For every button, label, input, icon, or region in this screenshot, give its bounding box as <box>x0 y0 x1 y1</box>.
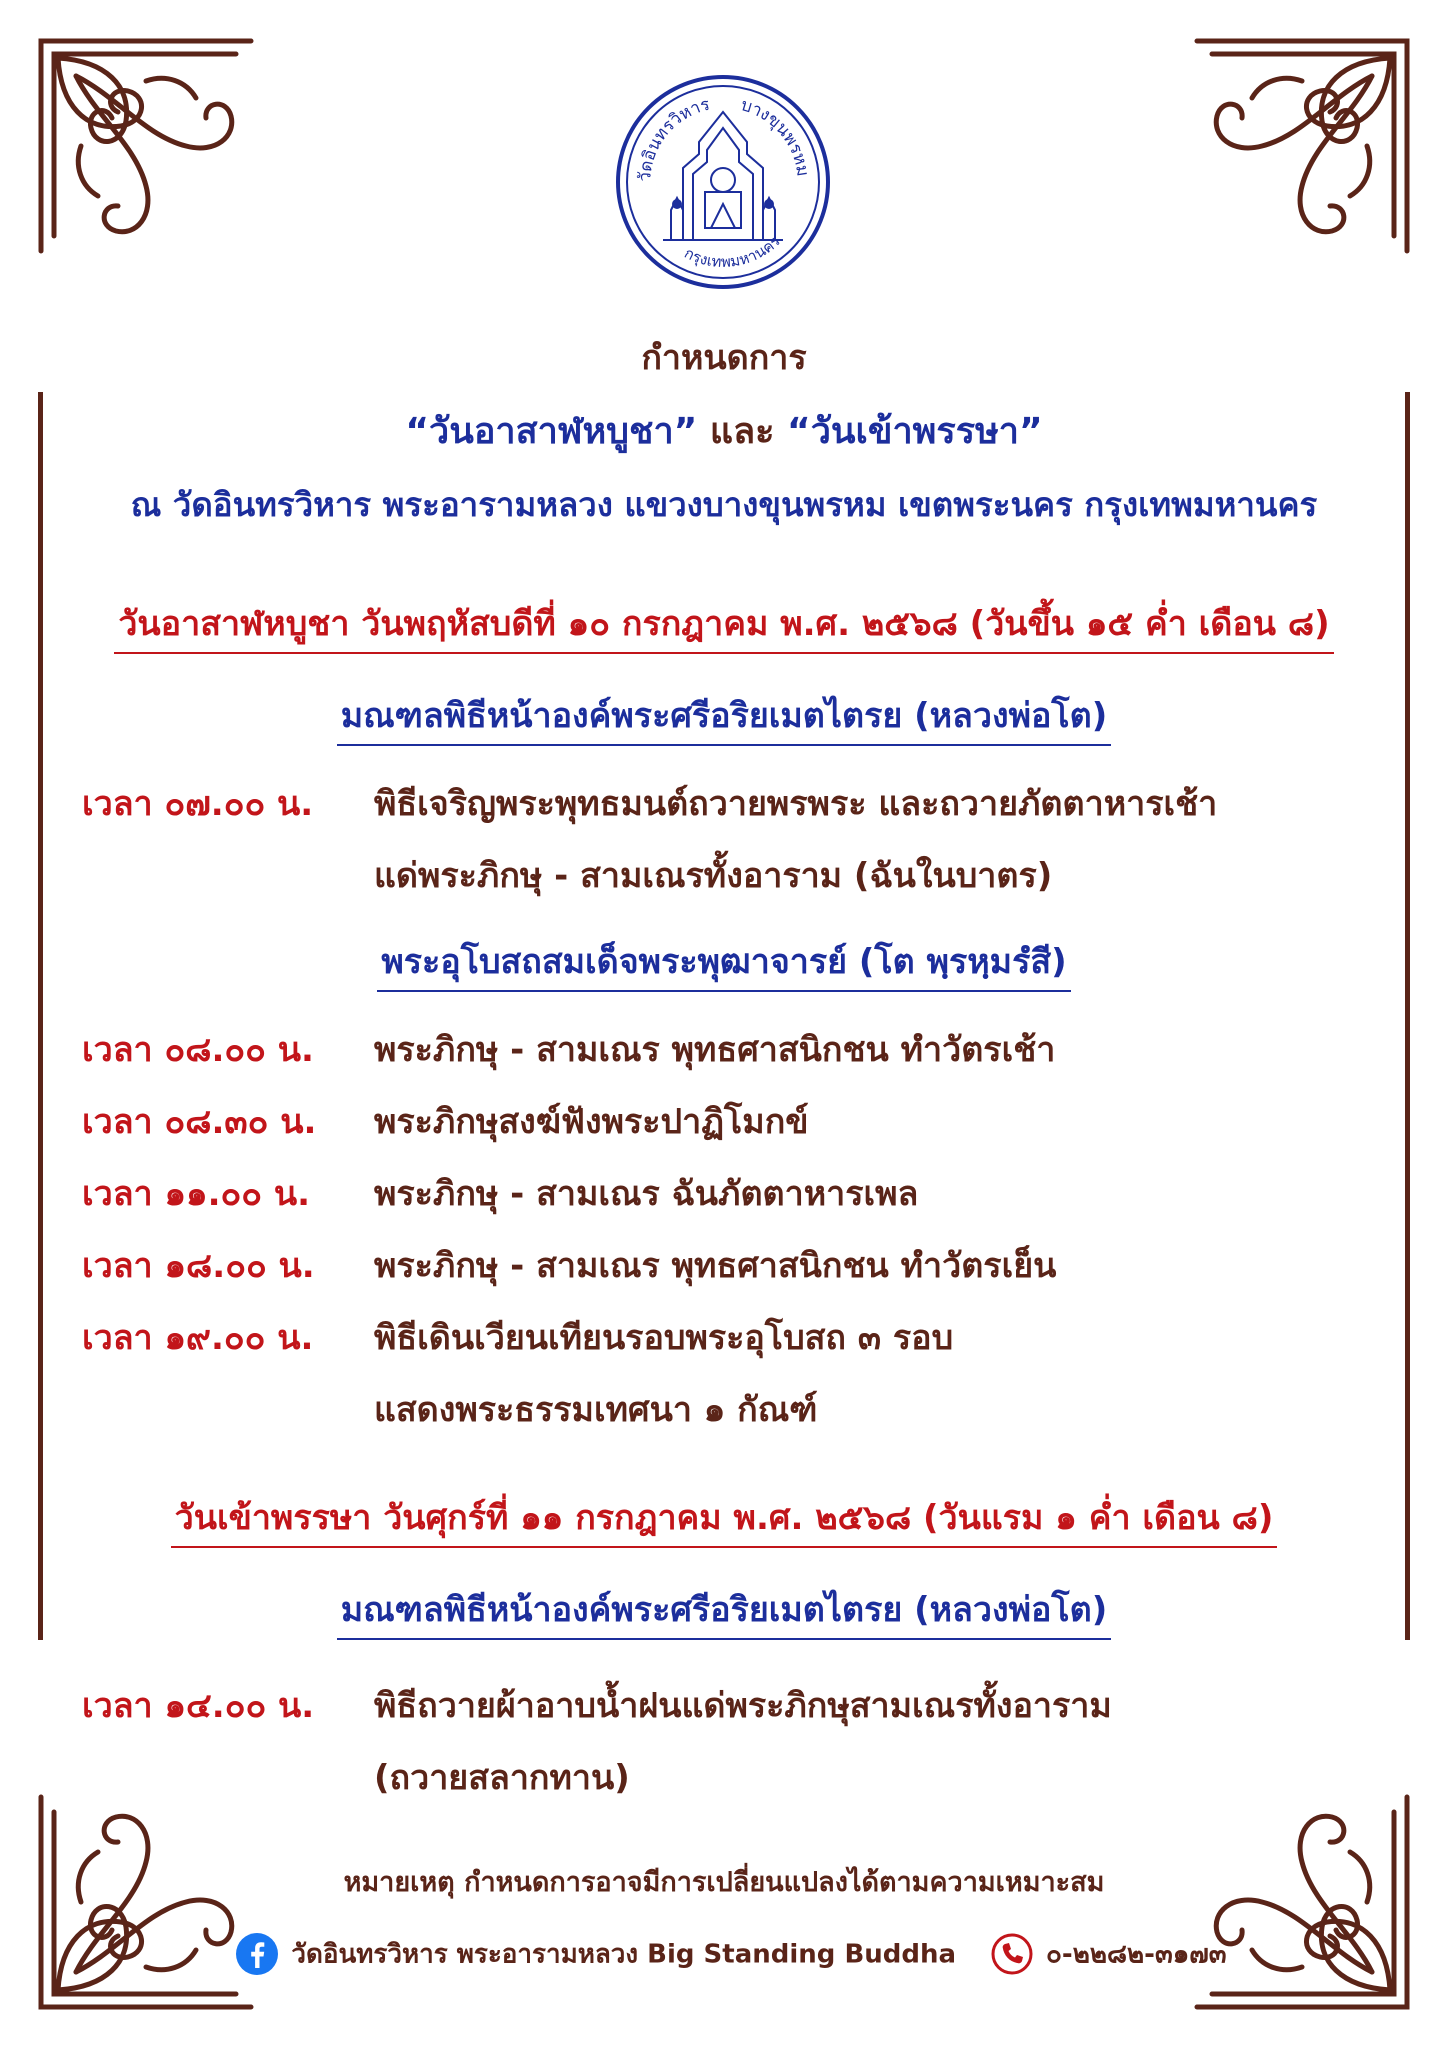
schedule-time: เวลา ๑๔.๐๐ น. <box>82 1686 315 1726</box>
place-line: ณ วัดอินทรวิหาร พระอารามหลวง แขวงบางขุนพรหม เขตพระนคร กรุงเทพมหานคร <box>130 485 1318 524</box>
schedule-desc: พระภิกษุ - สามเณร พุทธศาสนิกชน ทำวัตรเย็น <box>374 1246 1057 1286</box>
svg-text:วัดอินทรวิหาร: วัดอินทรวิหาร <box>635 94 712 183</box>
day1-venue2-text: พระอุโบสถสมเด็จพระพุฒาจารย์ (โต พฺรหฺมรํสี) <box>377 942 1070 992</box>
day1-heading-text: วันอาสาฬหบูชา วันพฤหัสบดีที่ ๑๐ กรกฎาคม พ.ศ. ๒๕๖๘ (วันขึ้น ๑๕ ค่ำ เดือน ๘) <box>114 604 1333 654</box>
schedule-time: เวลา ๐๗.๐๐ น. <box>82 784 314 824</box>
day2-venue1-heading <box>0 1582 1448 1636</box>
page-title: กำหนดการ <box>641 338 807 378</box>
left-border-line <box>38 392 43 1640</box>
day2-heading <box>0 1490 1448 1544</box>
schedule-time: เวลา ๐๘.๓๐ น. <box>82 1102 317 1142</box>
schedule-time: เวลา ๐๘.๐๐ น. <box>82 1030 314 1070</box>
schedule-desc-continued: แด่พระภิกษุ - สามเณรทั้งอาราม (ฉันในบาตร) <box>374 856 1053 896</box>
schedule-desc: พิธีเจริญพระพุทธมนต์ถวายพรพระ และถวายภัตตาหารเช้า <box>374 784 1218 824</box>
corner-ornament-top-right <box>1192 36 1412 256</box>
right-border-line <box>1405 392 1410 1640</box>
facebook-icon[interactable] <box>235 1932 279 1976</box>
day1-venue1-heading <box>0 688 1448 742</box>
corner-ornament-top-left <box>36 36 256 256</box>
schedule-row <box>82 1166 918 1220</box>
day2-heading-text: วันเข้าพรรษา วันศุกร์ที่ ๑๑ กรกฎาคม พ.ศ. ๒๕๖๘ (วันแรม ๑ ค่ำ เดือน ๘) <box>171 1498 1278 1548</box>
remark-note: หมายเหตุ กำหนดการอาจมีการเปลี่ยนแปลงได้ตามความเหมาะสม <box>343 1867 1105 1898</box>
schedule-desc: พิธีเดินเวียนเทียนรอบพระอุโบสถ ๓ รอบ <box>374 1318 954 1358</box>
contact-footer <box>0 1932 1448 1976</box>
event-titles <box>0 402 1448 459</box>
svg-text:บางขุนพรหม: บางขุนพรหม <box>738 95 813 178</box>
schedule-desc-continued: (ถวายสลากทาน) <box>374 1758 630 1798</box>
facebook-page-name[interactable]: วัดอินทรวิหาร พระอารามหลวง Big Standing Buddha <box>291 1939 957 1970</box>
schedule-row <box>82 1678 1112 1732</box>
event1-title: “วันอาสาฬหบูชา” <box>405 411 698 452</box>
schedule-time: เวลา ๑๙.๐๐ น. <box>82 1318 314 1358</box>
and-word: และ <box>709 411 775 452</box>
schedule-time: เวลา ๑๘.๐๐ น. <box>82 1246 315 1286</box>
day1-heading <box>0 596 1448 650</box>
day2-venue1-text: มณฑลพิธีหน้าองค์พระศรีอริยเมตไตรย (หลวงพ่อโต) <box>337 1590 1112 1640</box>
schedule-desc: พระภิกษุ - สามเณร พุทธศาสนิกชน ทำวัตรเช้า <box>374 1030 1056 1070</box>
phone-number[interactable]: ๐-๒๒๘๒-๓๑๗๓ <box>1046 1939 1227 1970</box>
svg-text:กรุงเทพมหานคร: กรุงเทพมหานคร <box>681 232 784 272</box>
schedule-desc: พระภิกษุสงฆ์ฟังพระปาฏิโมกข์ <box>374 1102 809 1142</box>
schedule-desc: พิธีถวายผ้าอาบน้ำฝนแด่พระภิกษุสามเณรทั้งอาราม <box>374 1686 1112 1726</box>
phone-icon[interactable] <box>990 1932 1034 1976</box>
schedule-row <box>82 1310 953 1364</box>
schedule-row <box>82 1094 809 1148</box>
schedule-desc-continued: แสดงพระธรรมเทศนา ๑ กัณฑ์ <box>374 1390 818 1430</box>
day1-venue1-text: มณฑลพิธีหน้าองค์พระศรีอริยเมตไตรย (หลวงพ่อโต) <box>337 696 1112 746</box>
schedule-row <box>82 1022 1055 1076</box>
schedule-row <box>82 1238 1056 1292</box>
temple-seal-logo <box>613 72 833 292</box>
schedule-time: เวลา ๑๑.๐๐ น. <box>82 1174 311 1214</box>
event2-title: “วันเข้าพรรษา” <box>787 411 1043 452</box>
schedule-row <box>82 776 1217 830</box>
schedule-desc: พระภิกษุ - สามเณร ฉันภัตตาหารเพล <box>374 1174 919 1214</box>
day1-venue2-heading <box>0 934 1448 988</box>
